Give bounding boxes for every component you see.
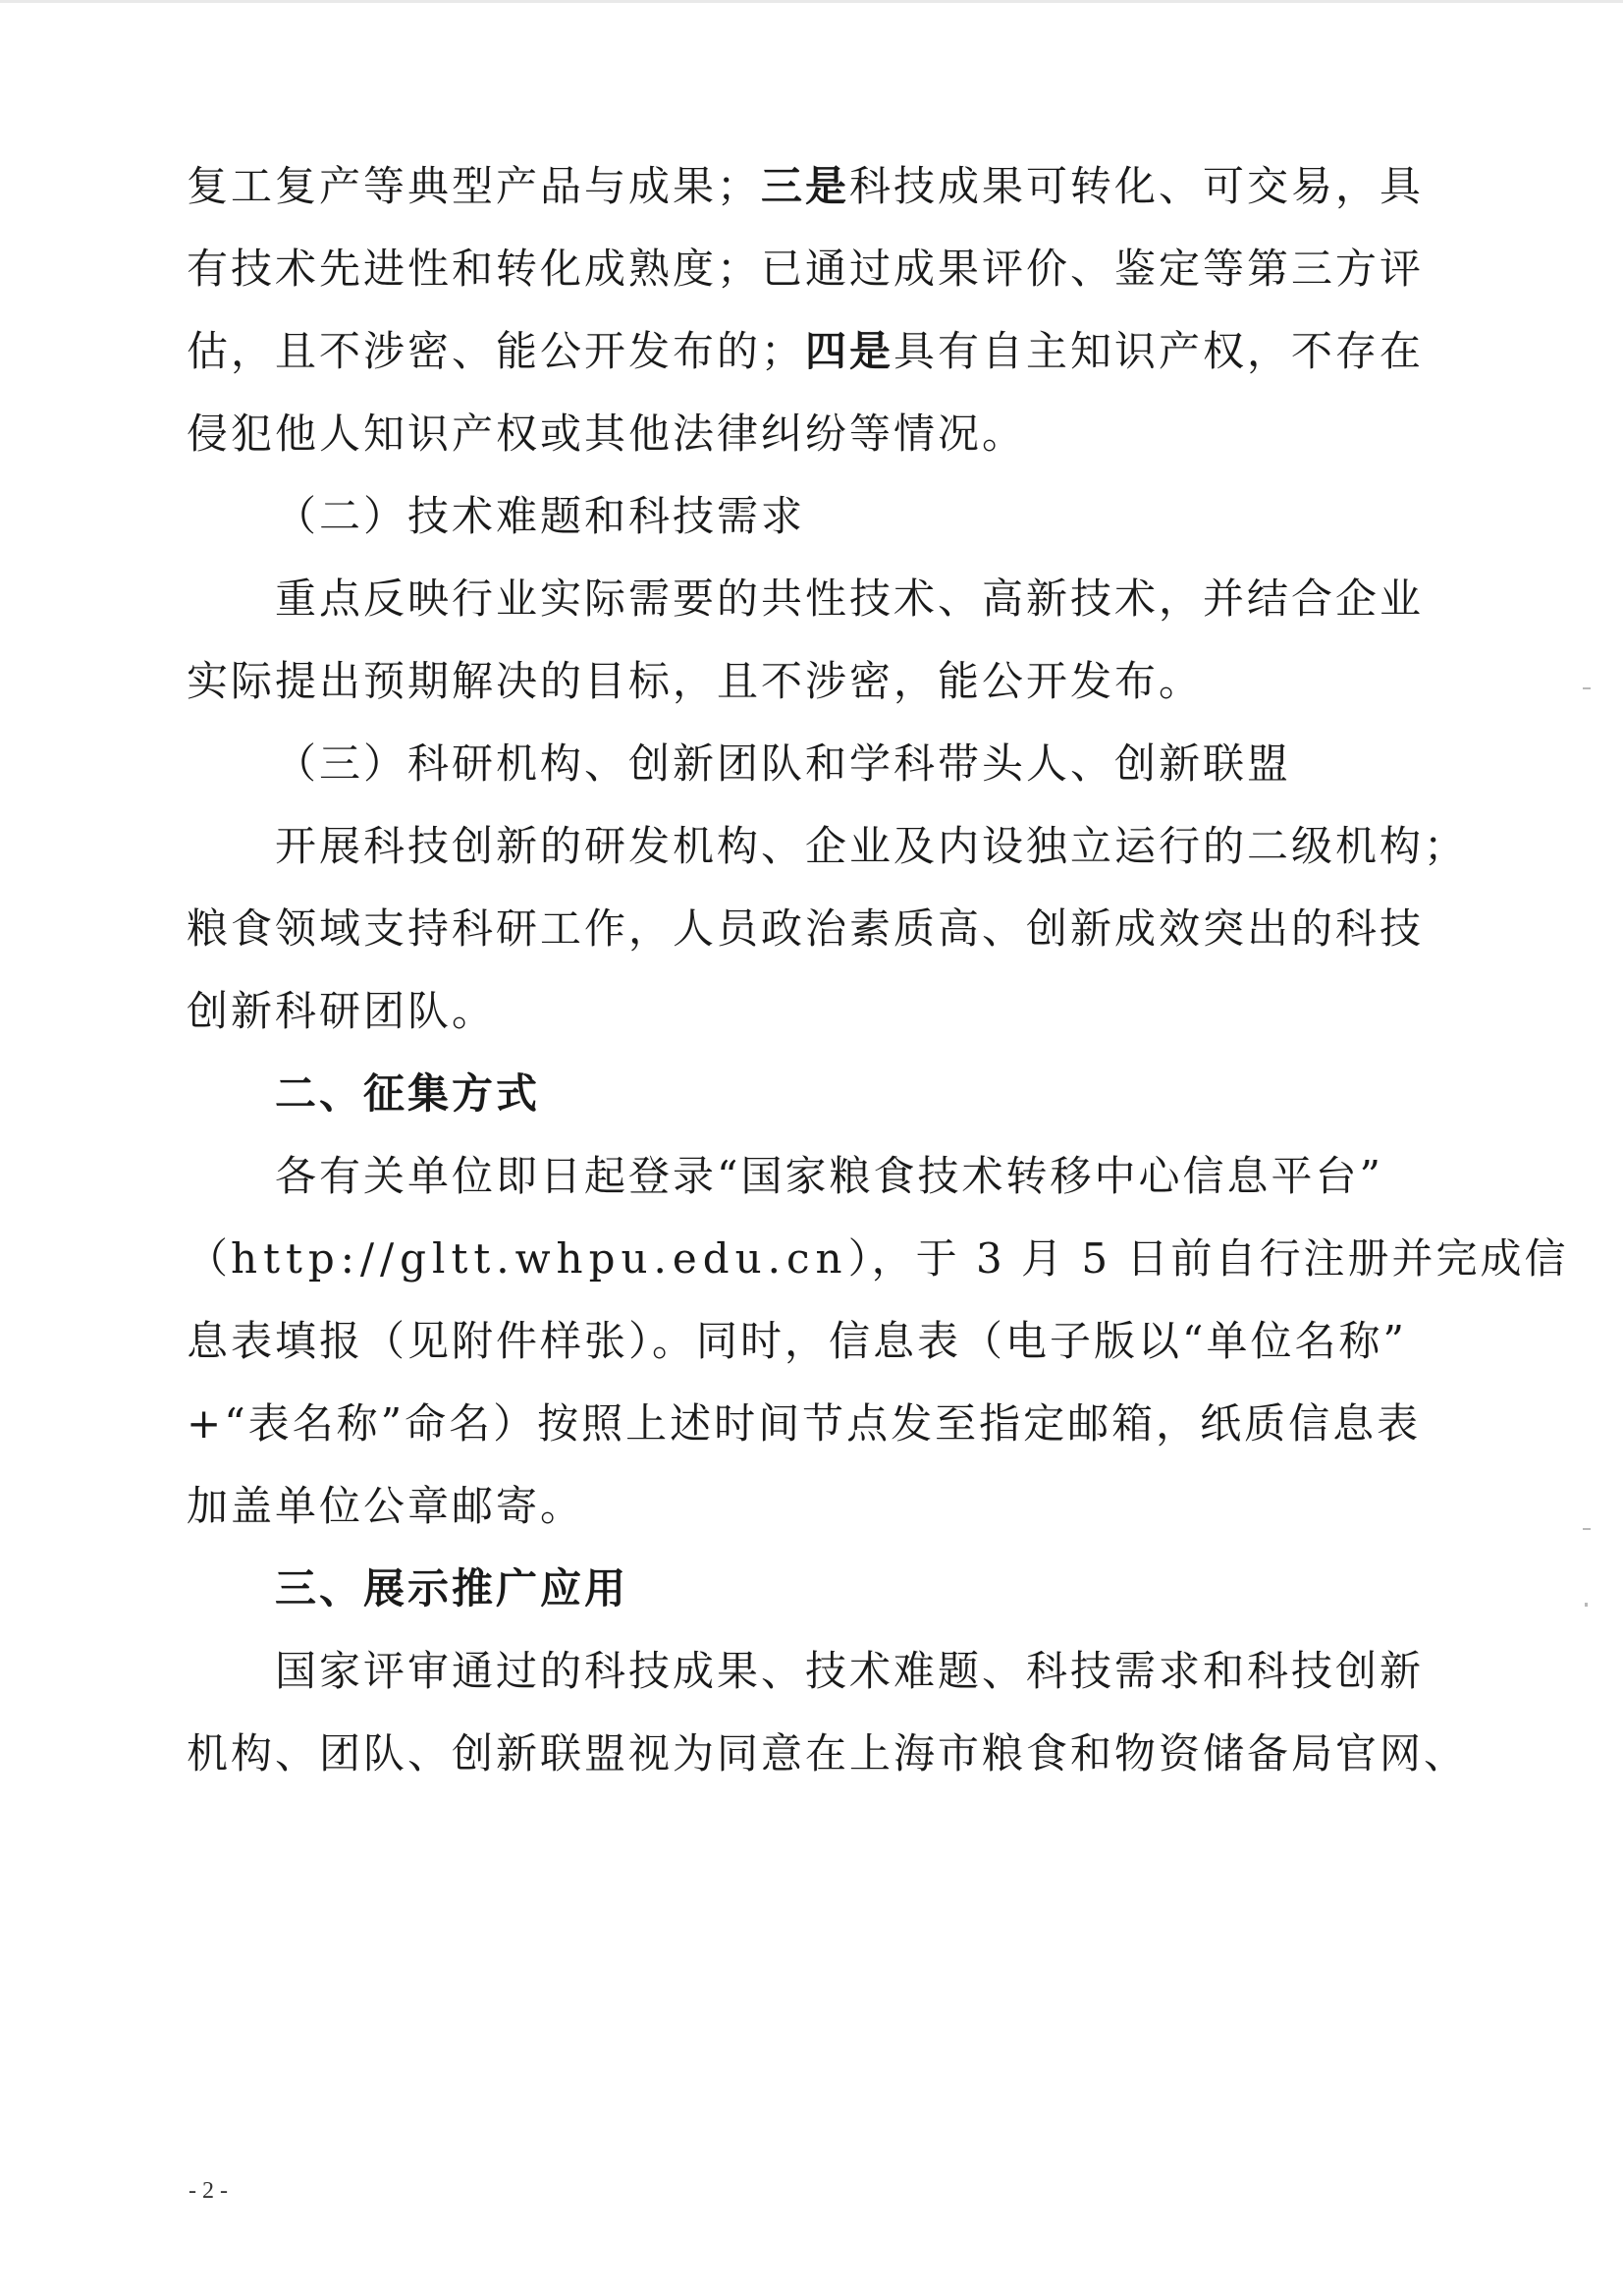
subheading-technical-problems: （二）技术难题和科技需求 <box>275 492 806 540</box>
scan-mark <box>1585 1603 1588 1607</box>
paragraph-3-line-1: 开展科技创新的研发机构、企业及内设独立运行的二级机构； <box>275 822 1469 870</box>
page-number: - 2 - <box>189 2178 228 2204</box>
text-segment: 具有自主知识产权，不存在 <box>893 327 1425 375</box>
paragraph-4-line-3: 息表填报（见附件样张）。同时，信息表（电子版以“单位名称” <box>187 1317 1407 1365</box>
text-segment: （ <box>187 1234 232 1283</box>
text-segment: 复工复产等典型产品与成果； <box>187 162 762 210</box>
paragraph-3-line-2: 粮食领域支持科研工作，人员政治素质高、创新成效突出的科技 <box>187 904 1425 953</box>
paragraph-4-line-1: 各有关单位即日起登录“国家粮食技术转移中心信息平台” <box>275 1152 1383 1200</box>
text-segment: ），于 3 月 5 日前自行注册并完成信 <box>847 1234 1569 1283</box>
paragraph-1-line-2: 有技术先进性和转化成熟度；已通过成果评价、鉴定等第三方评 <box>187 245 1425 293</box>
scan-top-edge <box>0 0 1623 3</box>
paragraph-5-line-1: 国家评审通过的科技成果、技术难题、科技需求和科技创新 <box>275 1647 1425 1695</box>
lead-phrase-three: 三是 <box>761 162 850 210</box>
text-segment: 估，且不涉密、能公开发布的； <box>187 327 806 375</box>
lead-phrase-four: 四是 <box>805 327 894 375</box>
subheading-research-institutions: （三）科研机构、创新团队和学科带头人、创新联盟 <box>275 739 1292 788</box>
scan-mark <box>1583 1528 1591 1530</box>
scan-mark <box>1583 687 1591 689</box>
platform-url: http://gltt.whpu.edu.cn <box>231 1234 848 1283</box>
paragraph-4-line-5: 加盖单位公章邮寄。 <box>187 1482 585 1530</box>
paragraph-1-line-3 <box>187 322 1424 381</box>
text-segment: 科技成果可转化、可交易，具 <box>849 162 1425 210</box>
paragraph-3-line-3: 创新科研团队。 <box>187 987 497 1035</box>
paragraph-1-line-4: 侵犯他人知识产权或其他法律纠纷等情况。 <box>187 410 1027 458</box>
paragraph-1-line-1 <box>187 157 1424 216</box>
paragraph-4-line-2 <box>187 1230 1569 1288</box>
section-heading-promotion: 三、展示推广应用 <box>275 1564 629 1613</box>
paragraph-2-line-1: 重点反映行业实际需要的共性技术、高新技术，并结合企业 <box>275 574 1425 623</box>
paragraph-4-line-4: +“表名称”命名）按照上述时间节点发至指定邮箱，纸质信息表 <box>187 1399 1422 1448</box>
paragraph-5-line-2: 机构、团队、创新联盟视为同意在上海市粮食和物资储备局官网、 <box>187 1729 1469 1777</box>
section-heading-collection-method: 二、征集方式 <box>275 1069 541 1118</box>
paragraph-2-line-2: 实际提出预期解决的目标，且不涉密，能公开发布。 <box>187 657 1204 705</box>
